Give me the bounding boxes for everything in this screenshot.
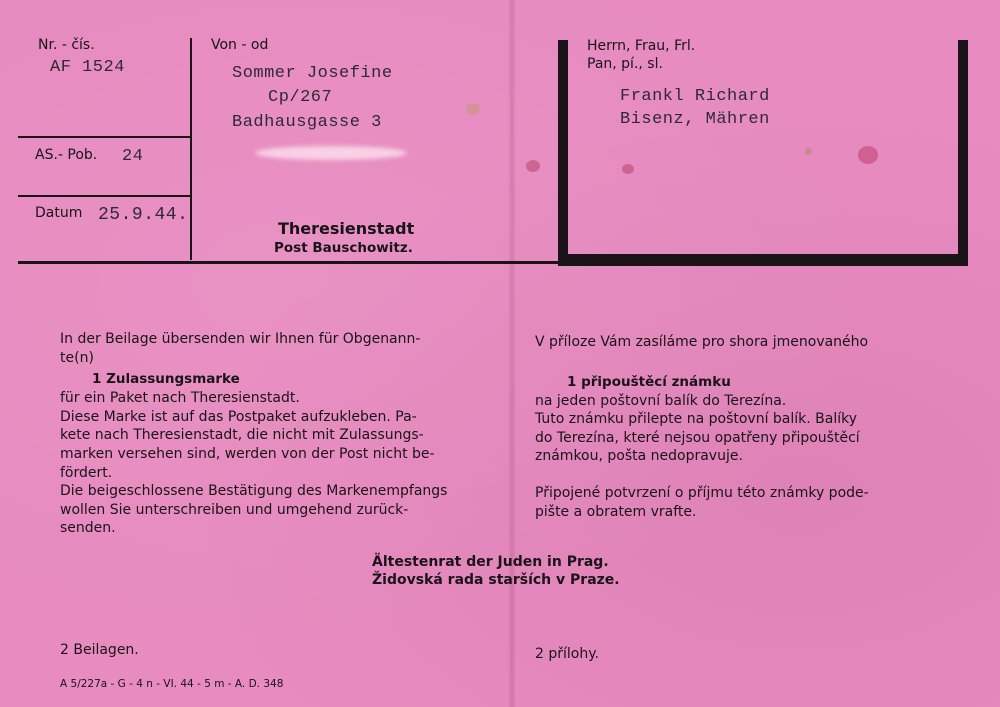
czech-line: na jeden poštovní balík do Terezína.: [535, 392, 787, 409]
divider-line: [18, 136, 190, 138]
german-line: wollen Sie unterschreiben und umgehend zurück-: [60, 501, 409, 518]
czech-enclosures: 2 přílohy.: [535, 646, 599, 662]
stain-mark: [622, 164, 634, 174]
german-line: fördert.: [60, 464, 113, 481]
czech-line: do Terezína, které nejsou opatřeny připouštěcí: [535, 429, 860, 446]
german-line: Die beigeschlossene Bestätigung des Markenempfangs: [60, 483, 448, 500]
as-pob-label: AS.- Pob.: [35, 147, 98, 163]
german-title: 1 Zulassungsmarke: [92, 371, 240, 388]
ink-smudge: [255, 146, 407, 160]
recipient-box-right: [958, 40, 968, 255]
german-enclosures: 2 Beilagen.: [60, 642, 139, 658]
stain-mark: [466, 103, 480, 115]
german-line: kete nach Theresienstadt, die nicht mit Zulassungs-: [60, 427, 424, 444]
german-line: marken versehen sind, werden von der Post nicht be-: [60, 445, 435, 462]
stain-mark: [805, 148, 812, 155]
place-title: Theresienstadt: [278, 219, 415, 238]
council-line-czech: Židovská rada starších v Praze.: [372, 572, 620, 588]
form-code: A 5/227a - G - 4 n - VI. 44 - 5 m - A. D. 348: [60, 678, 284, 690]
recipient-label-1: Herrn, Frau, Frl.: [587, 38, 696, 54]
czech-text-block: [535, 333, 955, 521]
czech-line: Připojené potvrzení o příjmu této známky pode-: [535, 484, 869, 501]
von-label: Von - od: [211, 37, 269, 53]
datum-label: Datum: [35, 205, 83, 221]
german-line: senden.: [60, 520, 116, 537]
czech-line: Tuto známku přilepte na poštovní balík. Balíky: [535, 411, 858, 428]
czech-line: pište a obratem vrafte.: [535, 503, 697, 520]
czech-line: V příloze Vám zasíláme pro shora jmenovaného: [535, 334, 869, 350]
german-line: In der Beilage übersenden wir Ihnen für Obgenann-: [60, 331, 421, 347]
czech-line: známkou, pošta nedopravuje.: [535, 448, 743, 465]
nr-label: Nr. - čís.: [38, 37, 95, 53]
german-line: für ein Paket nach Theresienstadt.: [60, 390, 300, 407]
datum-value: 25.9.44.: [98, 205, 189, 225]
stain-mark: [526, 160, 540, 172]
recipient-name: Frankl Richard: [620, 87, 770, 106]
sender-name: Sommer Josefine: [232, 64, 393, 83]
sender-street: Badhausgasse 3: [232, 113, 382, 132]
recipient-box-left: [558, 40, 568, 255]
divider-line: [190, 38, 192, 260]
divider-line: [18, 195, 190, 197]
as-pob-value: 24: [122, 147, 144, 166]
recipient-place: Bisenz, Mähren: [620, 110, 770, 129]
german-text-block: [60, 330, 500, 538]
recipient-box-bottom: [558, 254, 968, 266]
czech-title: 1 připouštěcí známku: [567, 373, 731, 390]
divider-line: [18, 261, 558, 264]
nr-value: AF 1524: [50, 58, 125, 77]
council-line-german: Ältestenrat der Juden in Prag.: [372, 554, 609, 570]
recipient-label-2: Pan, pí., sl.: [587, 56, 663, 72]
german-line: te(n): [60, 349, 94, 366]
german-line: Diese Marke ist auf das Postpaket aufzukleben. Pa-: [60, 408, 417, 425]
sender-house: Cp/267: [268, 88, 333, 107]
place-subtitle: Post Bauschowitz.: [274, 240, 413, 256]
stain-mark: [858, 146, 878, 164]
